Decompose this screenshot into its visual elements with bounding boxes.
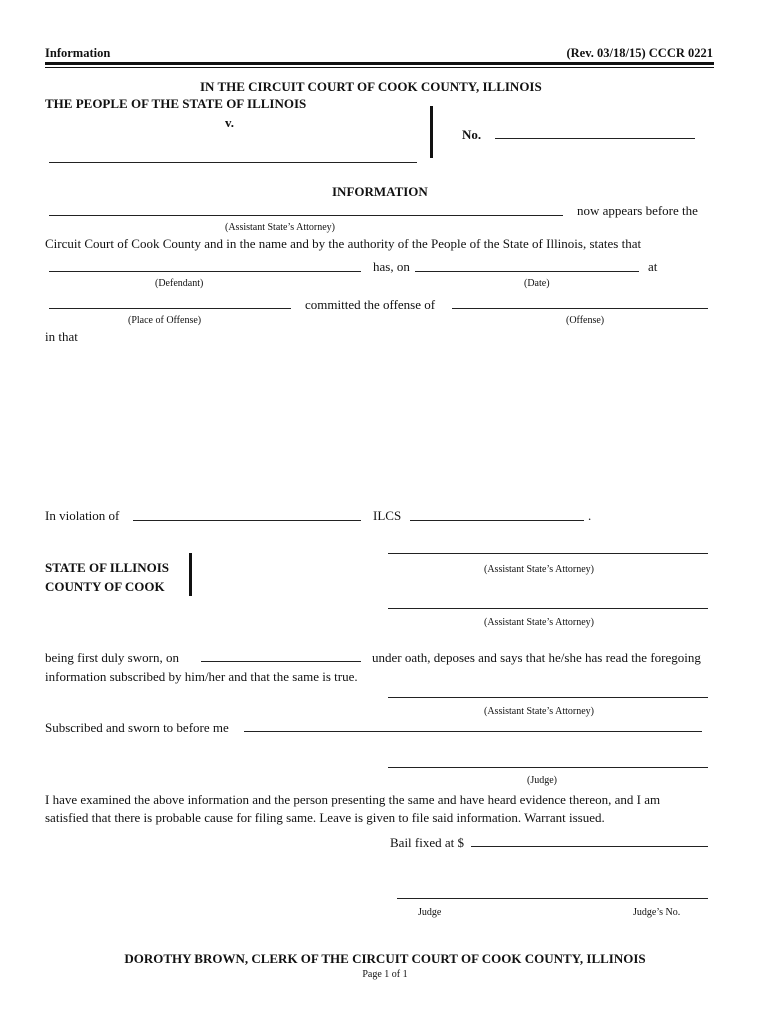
violation-field[interactable] [133,520,361,521]
has-on-text: has, on [373,259,410,274]
offense-field[interactable] [452,308,708,309]
clerk-footer: DOROTHY BROWN, CLERK OF THE CIRCUIT COURT OF COOK COUNTY, ILLINOIS [124,951,646,966]
in-violation-label: In violation of [45,508,120,523]
venue-divider [189,553,192,596]
header-rule-thin [45,67,714,68]
asa-caption: (Assistant State’s Attorney) [225,222,335,233]
revision-label: (Rev. 03/18/15) CCCR 0221 [566,46,713,60]
finding-text-line2: satisfied that there is probable cause for filing same. Leave is given to file said information. Warrant issued. [45,810,605,825]
asa-signature-field-2[interactable] [388,608,708,609]
offense-date-field[interactable] [415,271,639,272]
oath-text-continued: information subscribed by him/her and that the same is true. [45,669,358,684]
being-sworn-text: being first duly sworn, on [45,650,179,665]
versus-label: v. [225,115,235,130]
oath-text: under oath, deposes and says that he/she has read the foregoing [372,650,701,665]
committed-offense-text: committed the offense of [305,297,436,312]
judge-final-signature-field[interactable] [397,898,708,899]
header-rule-thick [45,62,714,65]
place-caption: (Place of Offense) [128,315,202,326]
document-title: INFORMATION [332,184,428,199]
form-name-label: Information [45,46,111,60]
ilcs-field[interactable] [410,520,584,521]
page-number: Page 1 of 1 [362,969,408,980]
sworn-date-field[interactable] [201,661,361,662]
asa-name-field[interactable] [49,215,563,216]
judge-number-label: Judge’s No. [633,907,681,918]
asa-signature-field-3[interactable] [388,697,708,698]
defendant-caption: (Defendant) [155,278,204,289]
at-text: at [648,259,658,274]
judge-label: Judge [418,907,442,918]
defendant-caption-field[interactable] [49,162,417,163]
case-number-label: No. [462,127,482,142]
asa-signature-field-1[interactable] [388,553,708,554]
now-appears-text: now appears before the [577,203,698,218]
subscribed-sworn-text: Subscribed and sworn to before me [45,720,229,735]
place-of-offense-field[interactable] [49,308,291,309]
subscribed-field[interactable] [244,731,702,732]
finding-text-line1: I have examined the above information and the person presenting the same and have heard evidence thereon, and I am [45,792,661,807]
asa-signature-caption-1: (Assistant State’s Attorney) [484,564,594,575]
judge-caption: (Judge) [527,775,557,786]
bail-amount-field[interactable] [471,846,708,847]
bail-label: Bail fixed at $ [390,835,465,850]
violation-period: . [588,508,592,523]
offense-caption: (Offense) [566,315,605,326]
authority-text: Circuit Court of Cook County and in the name and by the authority of the People of the State of Illinois, states that [45,236,642,251]
state-label: STATE OF ILLINOIS [45,560,170,575]
plaintiff-name: THE PEOPLE OF THE STATE OF ILLINOIS [45,96,307,111]
in-that-label: in that [45,329,78,344]
caption-divider [430,106,433,158]
case-number-field[interactable] [495,138,695,139]
ilcs-label: ILCS [373,508,402,523]
asa-signature-caption-3: (Assistant State’s Attorney) [484,706,594,717]
court-heading: IN THE CIRCUIT COURT OF COOK COUNTY, ILLINOIS [200,79,542,94]
county-label: COUNTY OF COOK [45,579,165,594]
asa-signature-caption-2: (Assistant State’s Attorney) [484,617,594,628]
judge-signature-field[interactable] [388,767,708,768]
date-caption: (Date) [524,278,550,289]
in-that-description-area[interactable] [45,350,714,490]
defendant-field[interactable] [49,271,361,272]
